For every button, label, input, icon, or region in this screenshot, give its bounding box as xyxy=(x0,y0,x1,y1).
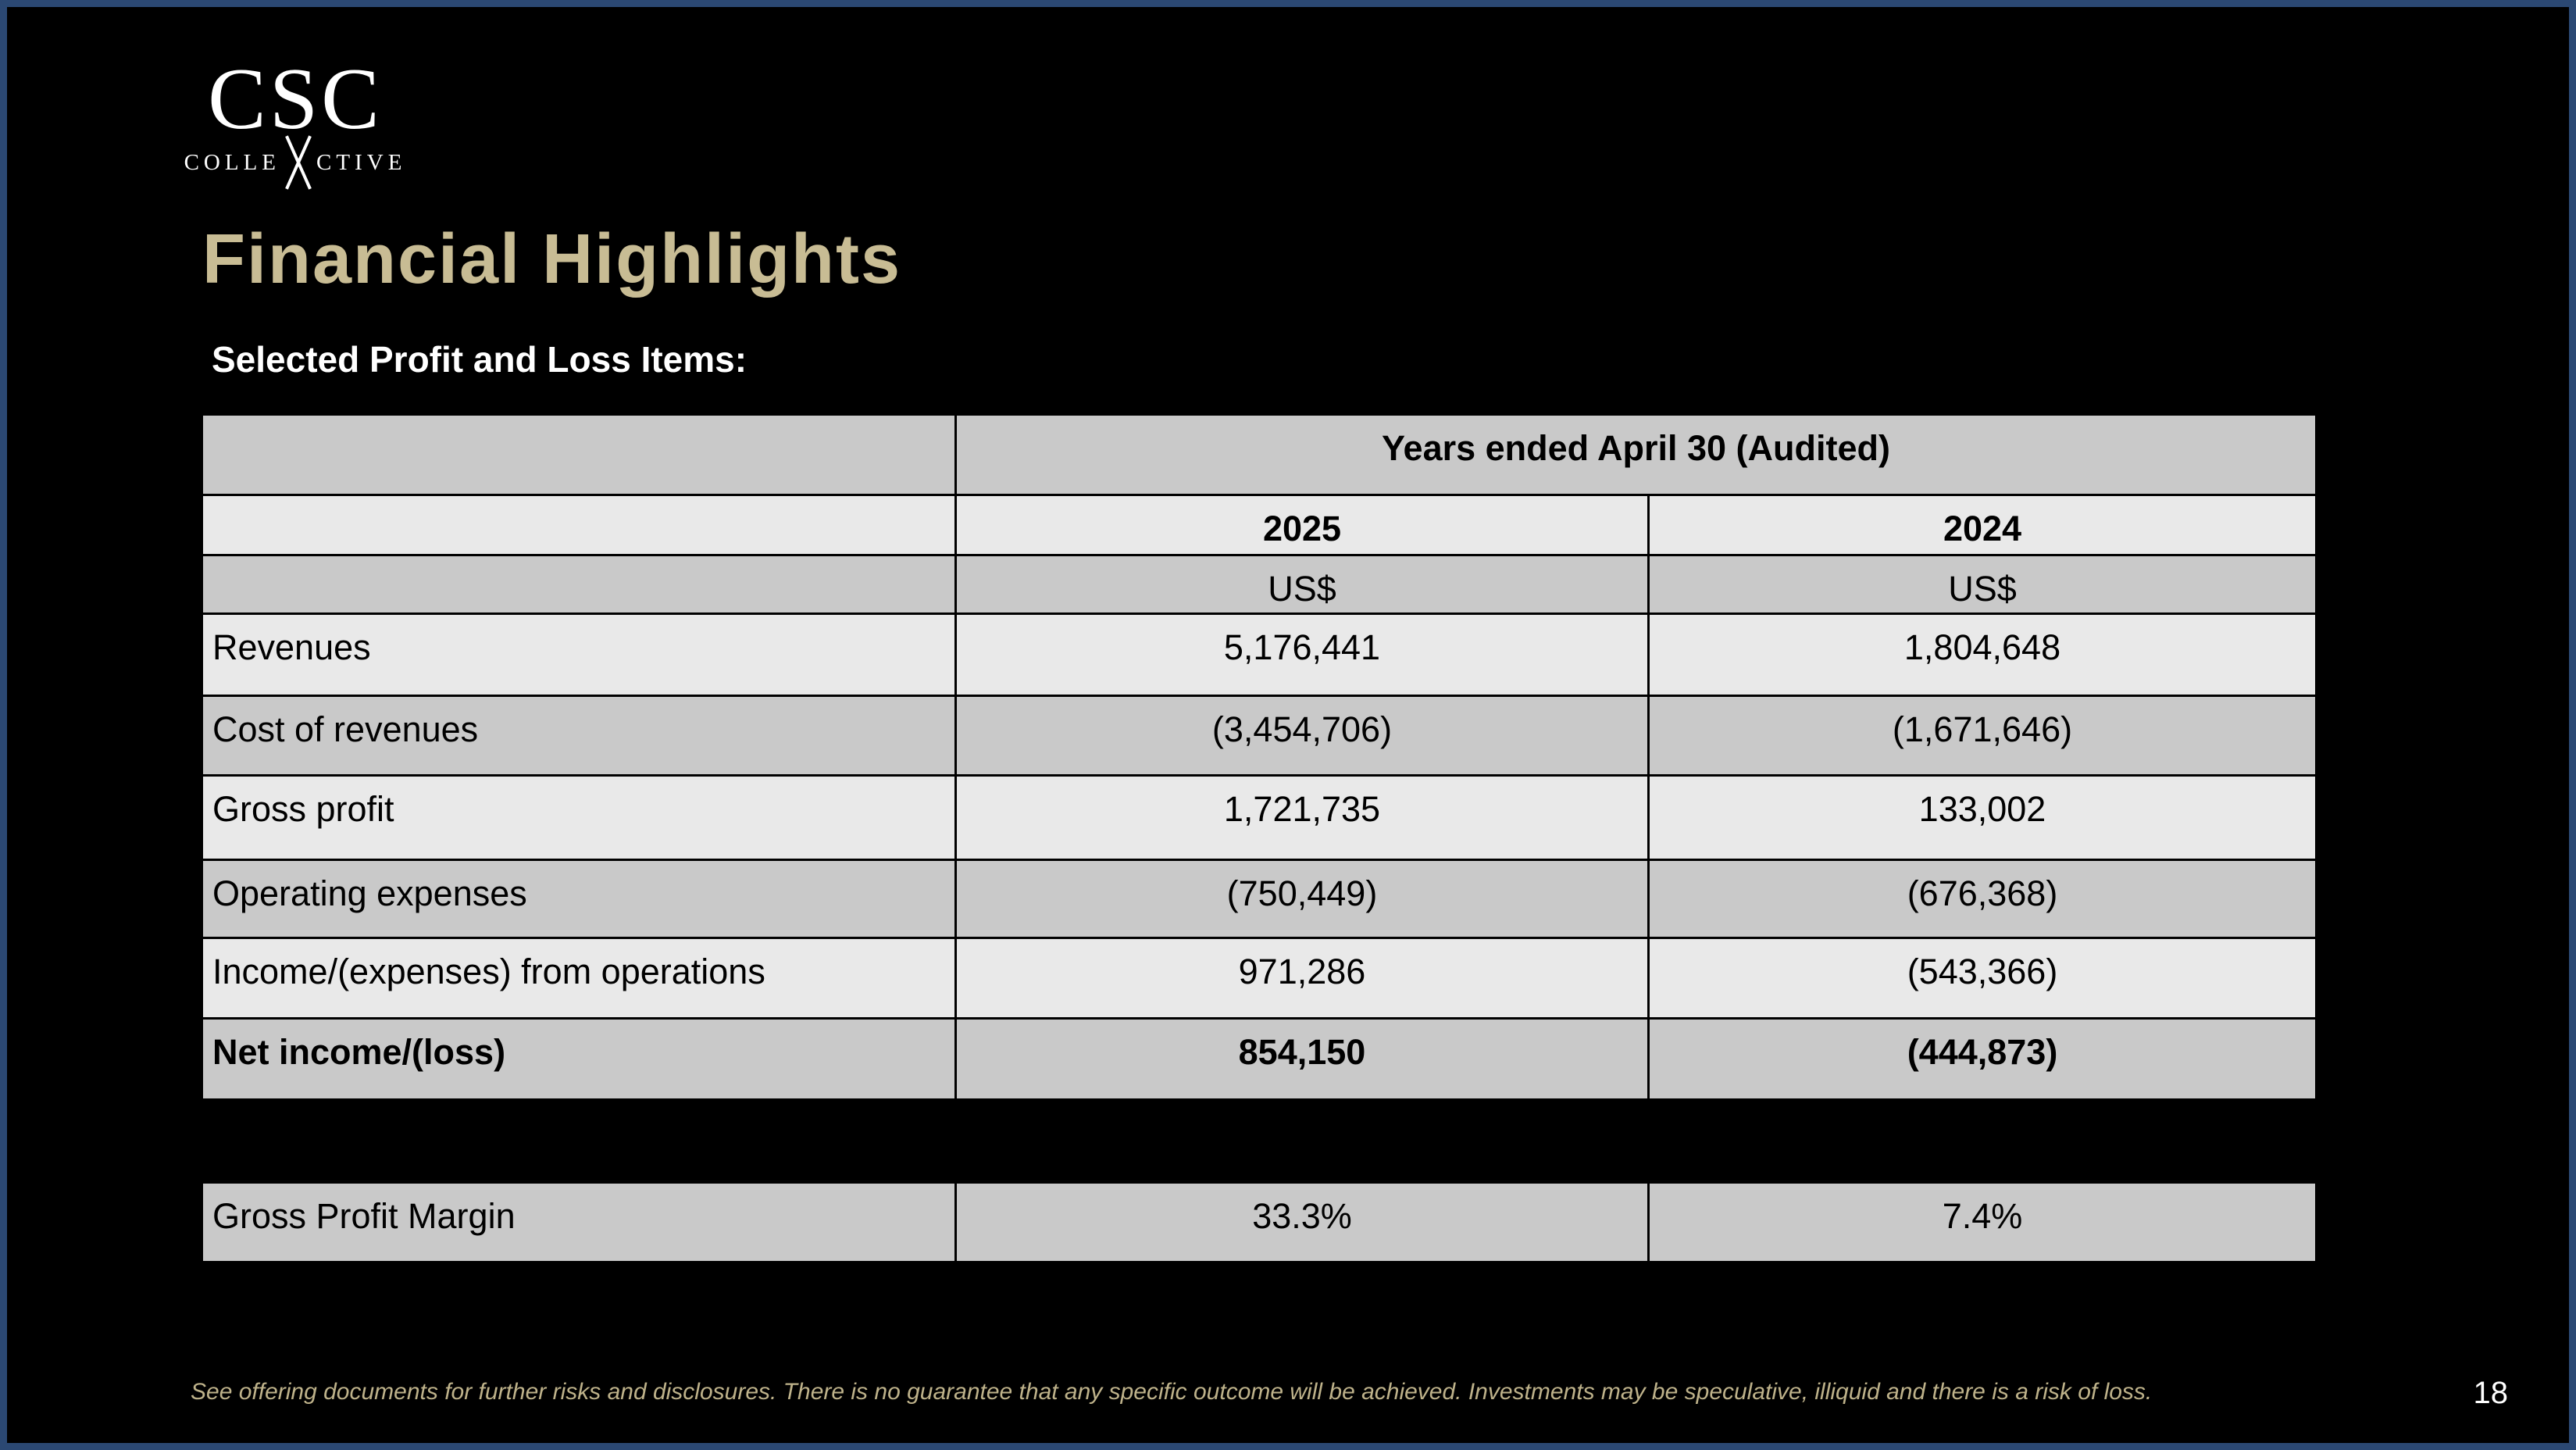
value-2025: 1,721,735 xyxy=(956,776,1649,860)
table-row-units xyxy=(202,555,2317,614)
table-row-revenues xyxy=(202,614,2317,696)
table-row-income-from-operations xyxy=(202,938,2317,1019)
row-label: Gross profit xyxy=(202,776,956,860)
value-2025: (750,449) xyxy=(956,860,1649,938)
unit-cell-2025: US$ xyxy=(956,555,1649,614)
page-number: 18 xyxy=(2473,1376,2508,1410)
row-label: Revenues xyxy=(202,614,956,696)
value-2025: 5,176,441 xyxy=(956,614,1649,696)
value-2024: (676,368) xyxy=(1649,860,2317,938)
value-2025: 854,150 xyxy=(956,1019,1649,1100)
page-title: Financial Highlights xyxy=(202,220,902,298)
csc-collective-logo xyxy=(184,51,407,180)
value-2024: (444,873) xyxy=(1649,1019,2317,1100)
gross-profit-margin-table xyxy=(201,1181,2317,1263)
table-row-years xyxy=(202,495,2317,555)
row-label: Income/(expenses) from operations xyxy=(202,938,956,1019)
years-ended-header: Years ended April 30 (Audited) xyxy=(956,415,2317,495)
col-header-2025: 2025 xyxy=(956,495,1649,555)
disclaimer-text: See offering documents for further risks and disclosures. There is no guarantee that any specific outcome will be achieved. Investments may be speculative, illiquid and there is a risk of loss. xyxy=(191,1379,2153,1405)
value-2024: (543,366) xyxy=(1649,938,2317,1019)
logo-subtitle-right: CTIVE xyxy=(316,149,407,175)
table-row-operating-expenses xyxy=(202,860,2317,938)
margin-2024: 7.4% xyxy=(1649,1183,2317,1262)
table-row-net-income xyxy=(202,1019,2317,1100)
row-label: Gross Profit Margin xyxy=(202,1183,956,1262)
empty-cell xyxy=(202,495,956,555)
margin-2025: 33.3% xyxy=(956,1183,1649,1262)
value-2024: 133,002 xyxy=(1649,776,2317,860)
row-label: Net income/(loss) xyxy=(202,1019,956,1100)
crossed-sticks-icon xyxy=(285,145,312,180)
table-row-span-header xyxy=(202,415,2317,495)
value-2024: (1,671,646) xyxy=(1649,696,2317,776)
table-row-gross-profit-margin xyxy=(202,1183,2317,1262)
profit-loss-table xyxy=(201,413,2317,1101)
value-2025: 971,286 xyxy=(956,938,1649,1019)
row-label: Cost of revenues xyxy=(202,696,956,776)
logo-wordmark: CSC xyxy=(208,51,383,148)
logo-subtitle-band xyxy=(184,145,407,180)
table-row-gross-profit xyxy=(202,776,2317,860)
row-label: Operating expenses xyxy=(202,860,956,938)
empty-cell xyxy=(202,555,956,614)
value-2025: (3,454,706) xyxy=(956,696,1649,776)
unit-cell-2024: US$ xyxy=(1649,555,2317,614)
section-subtitle: Selected Profit and Loss Items: xyxy=(212,339,747,380)
empty-cell xyxy=(202,415,956,495)
table-row-cost-of-revenues xyxy=(202,696,2317,776)
value-2024: 1,804,648 xyxy=(1649,614,2317,696)
col-header-2024: 2024 xyxy=(1649,495,2317,555)
logo-subtitle-left: COLLE xyxy=(184,149,281,175)
